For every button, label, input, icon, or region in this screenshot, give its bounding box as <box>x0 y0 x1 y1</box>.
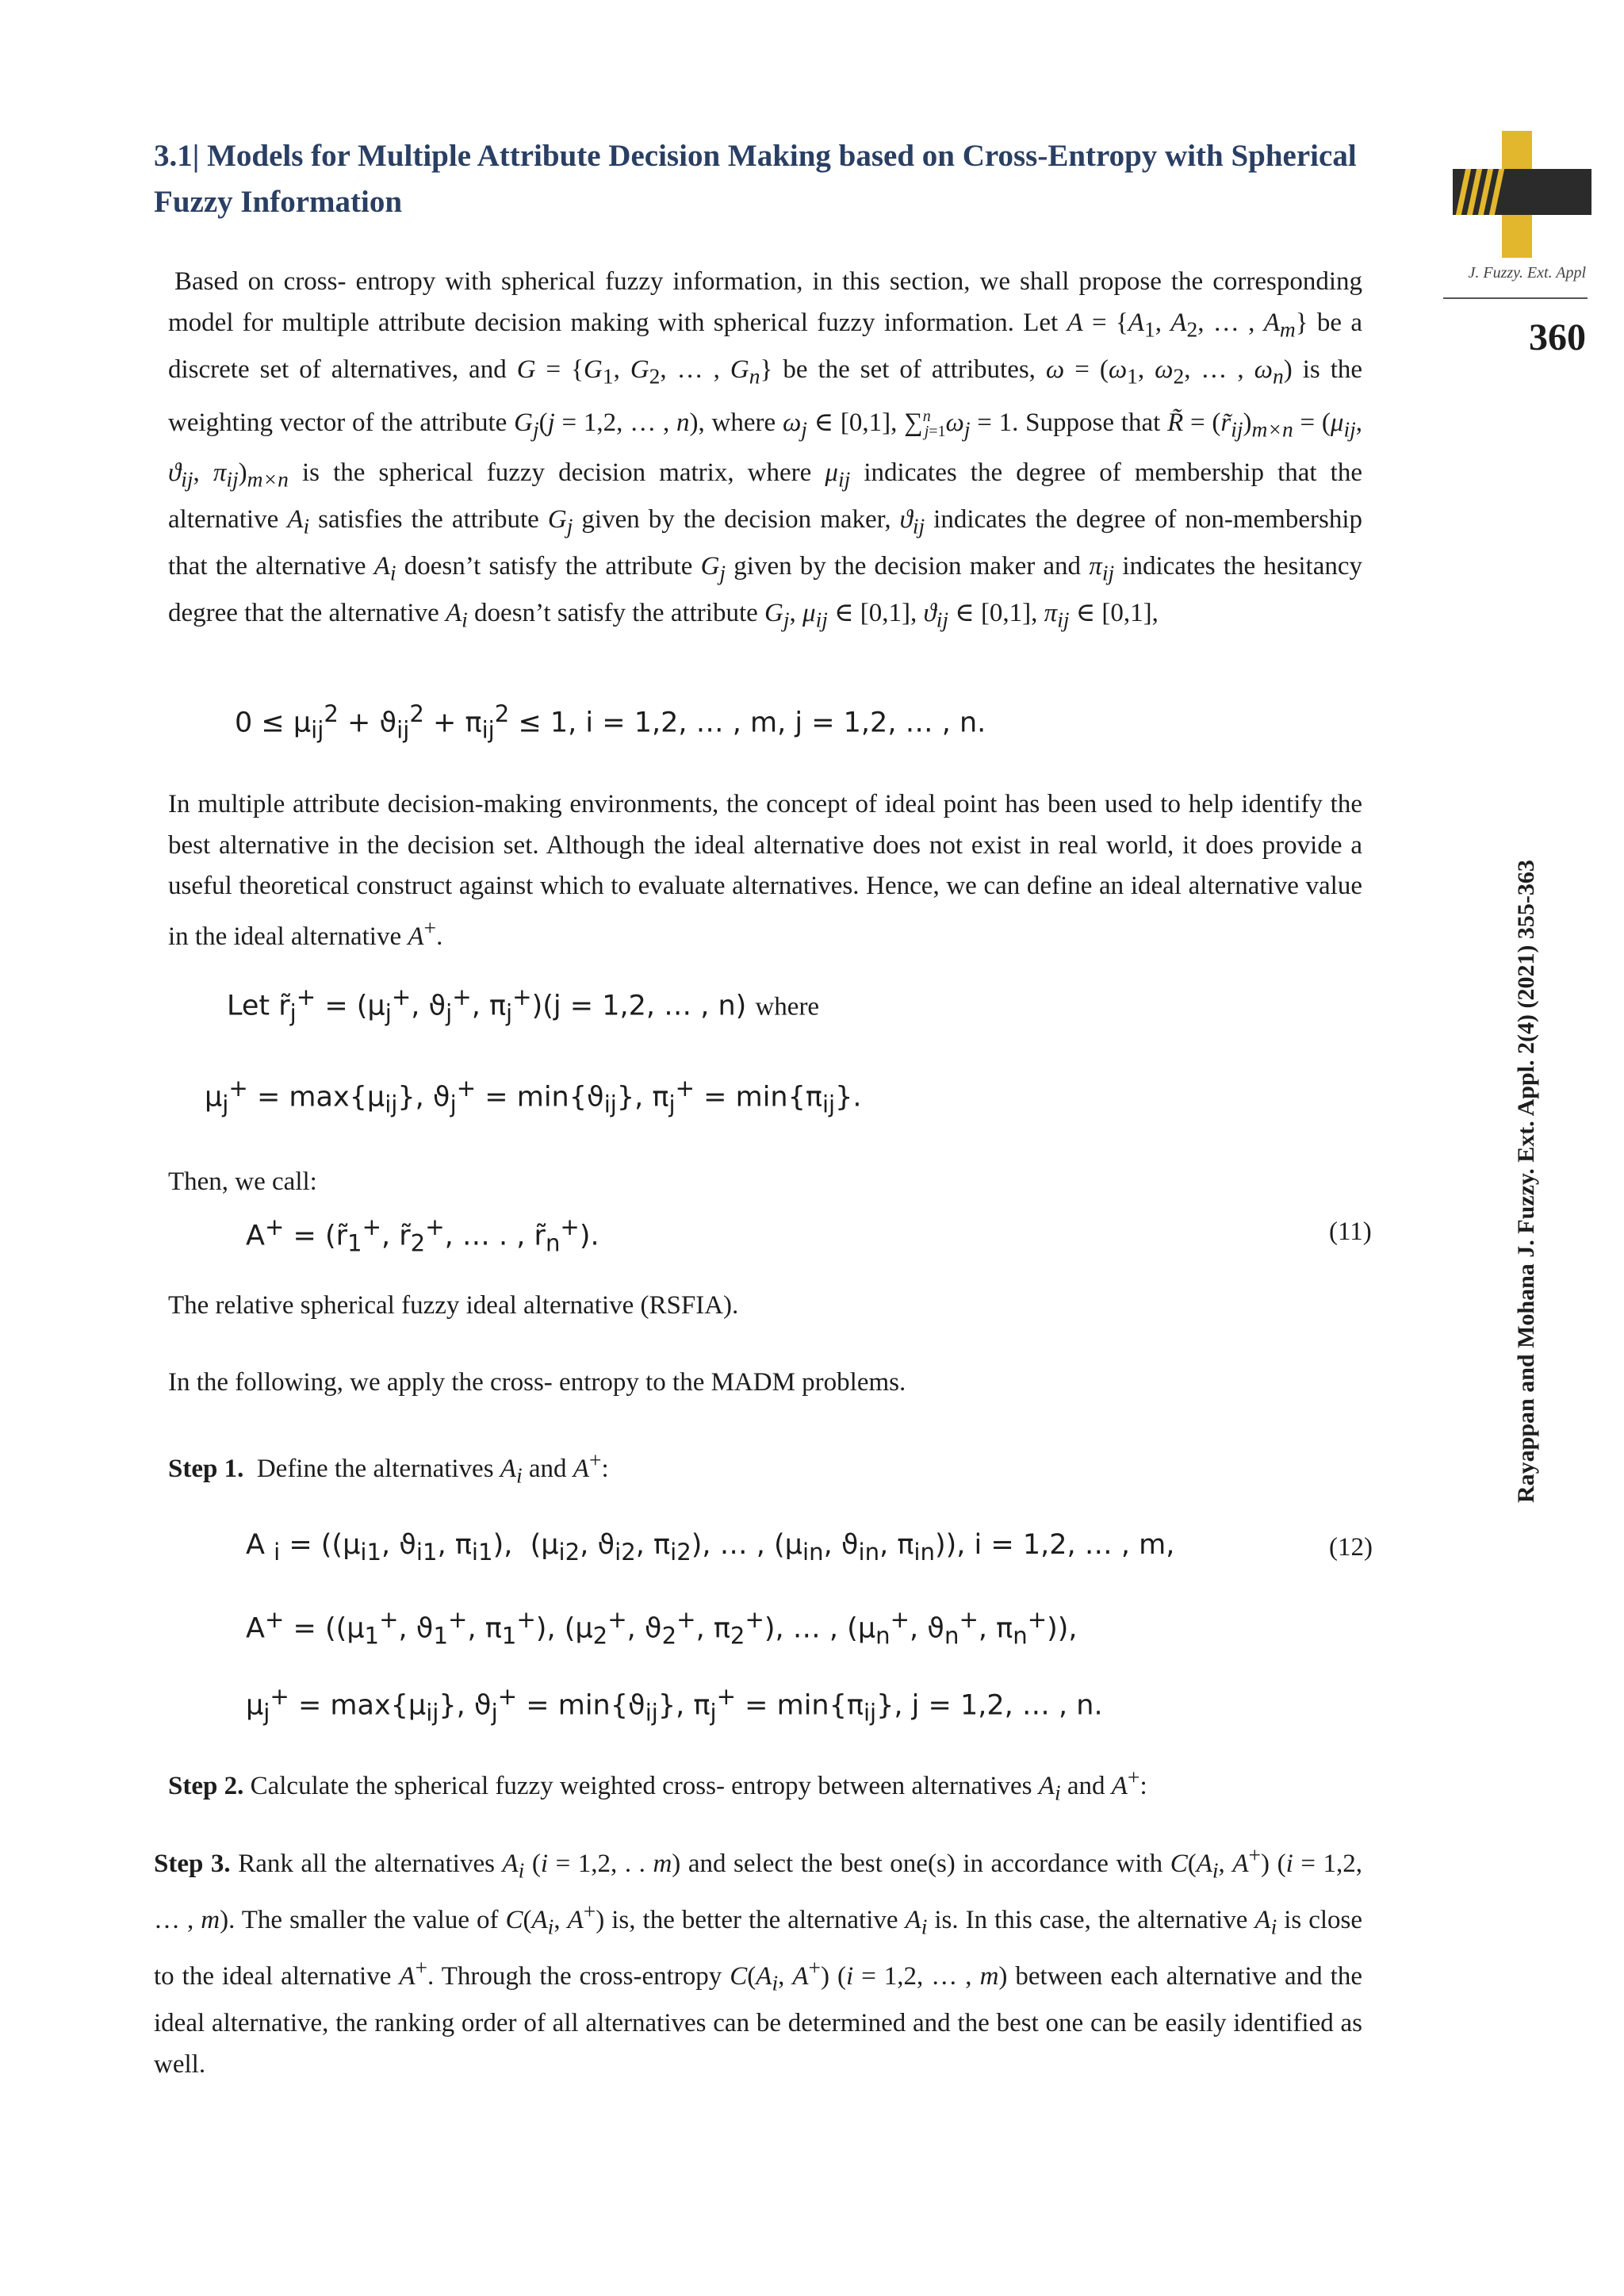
equation-11-number: (11) <box>1329 1217 1372 1246</box>
journal-logo <box>1453 131 1591 258</box>
intro-paragraph: Based on cross- entropy with spherical fuzzy information, in this section, we shall propose the corresponding model for multiple attribute decision making with spherical fuzzy information. Let $A = \{A_1$, $A_2$, … , $A_m$} be a discrete set of alternatives, and $G = \{G_1$, $G_2$, … , $G_n$} be the set of attributes, $\omega = (\omega_1$, $\omega_2$, … , $\omega_n$) is the weighting vector of the attribute $G_j(j = 1,2$, … , n), where $\omega_j$ ∈ [0,1], $\sum^n_{j=1}\omega_j = 1$. Suppose that R̃ = $(r̃_{ij})_{m\times n} = (\mu_{ij}$, $ϑ_{ij}$, $\pi_{ij})_{m\times n}$ is the spherical fuzzy decision matrix, where $\mu_{ij}$ indicates the degree of membership that the alternative $A_i$ satisfies the attribute $G_j$ given by the decision maker, $ϑ_{ij}$ indicates the degree of non-membership that the alternative $A_i$ doesn’t satisfy the attribute $G_j$ given by the decision maker and $\pi_{ij}$ indicates the hesitancy degree that the alternative $A_i$ doesn’t satisfy the attribute $G_j$, $\mu_{ij}$ ∈ [0,1], $ϑ_{ij}$ ∈ [0,1], $\pi_{ij}$ ∈ [0,1], <box>168 267 1363 632</box>
step-3: Step 3. Rank all the alternatives $A_i$ (i = 1,2, . . m) and select the best one(s) in accordance with $C(A_i$, A+) (i = 1,2, … , m). The smaller the value of $C(A_i$, A+) is, the better the alternative $A_i$ is. In this case, the alternative $A_i$ is close to the ideal alternative A+. Through the cross-entropy $C(A_i$, A+) (i = 1,2, … , m) between each alternative and the ideal alternative, the ranking order of all alternatives can be determined and the best one can be easily identified as well. <box>154 1842 1363 2079</box>
constraint-equation: $0 \le \mu_{ij}^2 + ϑ_{ij}^2 + \pi_{ij}^2 \le 1$, i = 1,2, … , m, j = 1,2, … , n. <box>235 700 986 744</box>
running-title: Rayappan and Mohana J. Fuzzy. Ext. Appl. 2(4) (2021) 355-363 <box>1513 860 1539 1503</box>
section-heading: 3.1| Models for Multiple Attribute Decision Making based on Cross-Entropy with Spherical Fuzzy Information <box>154 139 1357 219</box>
ideal-components-equation: $\mu_j^+ = \max\{\mu_{ij}\}$, $ϑ_j^+ = \min\{ϑ_{ij}\}$, $\pi_j^+ = \min\{\pi_{ij}\}$. <box>205 1075 862 1118</box>
journal-abbreviation: J. Fuzzy. Ext. Appl <box>1468 264 1586 282</box>
equation-11: $A^+ = (r̃_1^+$, $r̃_2^+$, … . , $r̃_n^+$). <box>246 1213 599 1257</box>
step-2: Step 2. Calculate the spherical fuzzy weighted cross- entropy between alternatives $A_i$ and A+: <box>168 1765 1147 1805</box>
equation-12-number: (12) <box>1329 1533 1373 1562</box>
then-text: Then, we call: <box>168 1167 317 1196</box>
page-number: 360 <box>1529 316 1586 358</box>
equation-12-line-3: $\mu_j^+ = \max\{\mu_{ij}\}$, $ϑ_j^+ = \min\{ϑ_{ij}\}$, $\pi_j^+ = \min\{\pi_{ij}\}$, j = 1,2, … , n. <box>246 1683 1103 1727</box>
rsfia-text: The relative spherical fuzzy ideal alternative (RSFIA). <box>168 1291 739 1320</box>
equation-12-line-1: A $_i = ((\mu_{i1}$, $ϑ_{i1}$, $\pi_{i1}$), ($\mu_{i2}$, $ϑ_{i2}$, $\pi_{i2}$), … , ($\mu_{in}$, $ϑ_{in}$, $\pi_{in}$)), i = 1,2, … , m, <box>246 1529 1175 1566</box>
ideal-point-paragraph: In multiple attribute decision-making environments, the concept of ideal point has been used to help identify the best alternative in the decision set. Although the ideal alternative does not exist in real world, it does provide a useful theoretical construct against which to evaluate alternatives. Hence, we can define an ideal alternative value in the ideal alternative A+. <box>168 790 1362 951</box>
step-1: Step 1. Define the alternatives $A_i$ and A+: <box>168 1447 609 1488</box>
ideal-vector-definition: Let $r̃_j^+ = (\mu_j^+$, $ϑ_j^+$, $\pi_j^+)(j = 1,2$, … , n) where <box>227 983 820 1027</box>
header-rule <box>1443 297 1588 299</box>
equation-12-line-2: $A^+ = ((\mu_1^+$, $ϑ_1^+$, $\pi_1^+$), ($\mu_2^+$, $ϑ_2^+$, $\pi_2^+$), … , ($\mu_n^+$, $ϑ_n^+$, $\pi_n^+$)), <box>246 1606 1078 1650</box>
following-text: In the following, we apply the cross- entropy to the MADM problems. <box>168 1368 906 1397</box>
